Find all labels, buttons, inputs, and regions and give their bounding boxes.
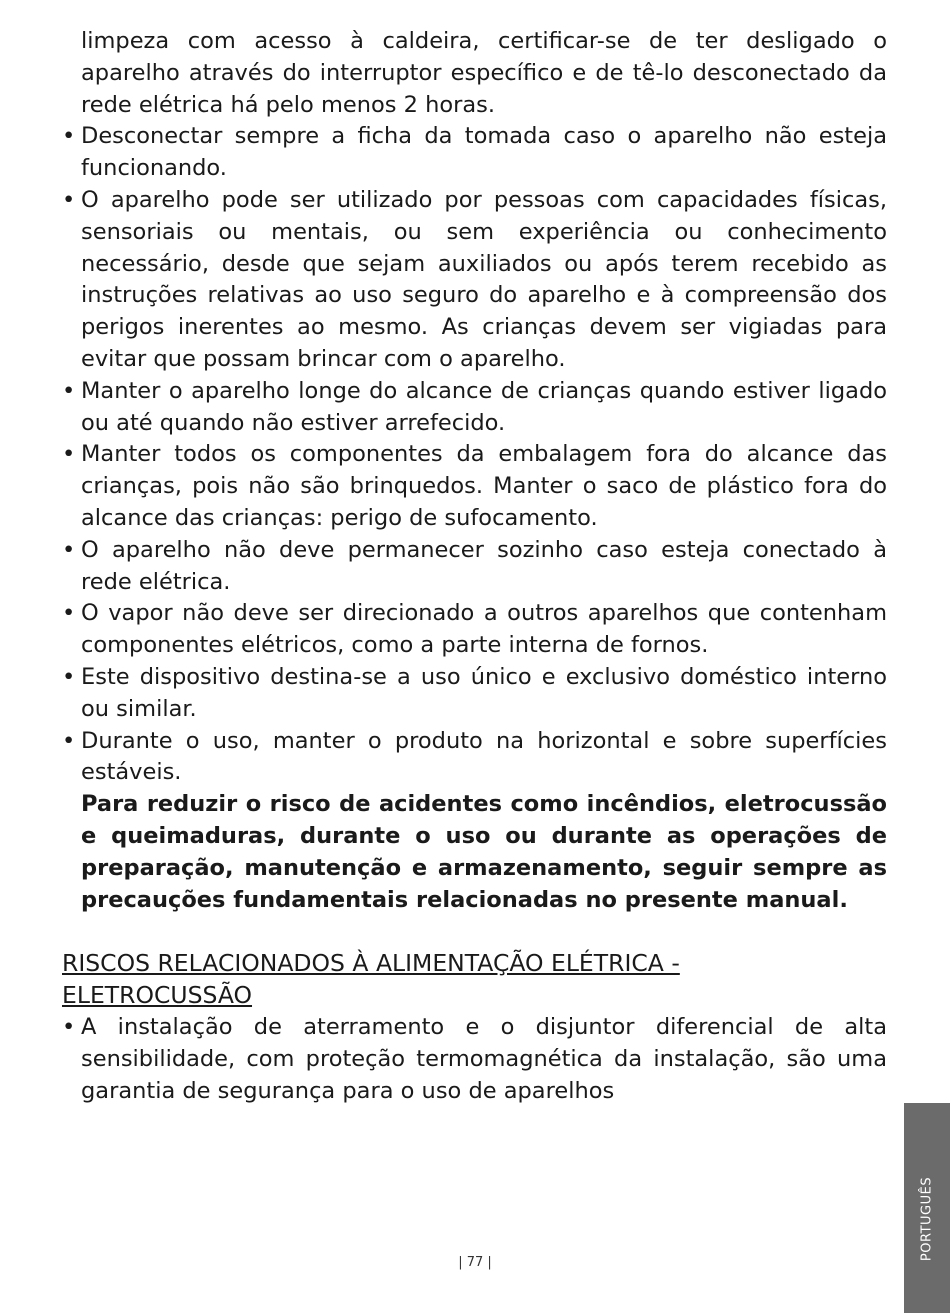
list-item: • O aparelho não deve permanecer sozinho caso esteja conectado à rede elétrica.: [62, 535, 887, 599]
page-number: | 77 |: [458, 1255, 492, 1270]
safety-warning-note: Para reduzir o risco de acidentes como incêndios, eletrocussão e queimaduras, durante o uso ou durante as operações de preparação, manutenção e armazenamento, seguir sempre as precauções fundamentais relacionadas no presente manual.: [81, 791, 887, 913]
spacer: [62, 916, 887, 948]
document-body: [62, 26, 887, 1107]
list-item: • Desconectar sempre a ficha da tomada caso o aparelho não esteja funcionando.: [62, 121, 887, 185]
section-heading: RISCOS RELACIONADOS À ALIMENTAÇÃO ELÉTRICA - ELETROCUSSÃO: [62, 949, 680, 1010]
list-item: • Este dispositivo destina-se a uso único e exclusivo doméstico interno ou similar.: [62, 662, 887, 726]
language-tab: [904, 1103, 950, 1313]
list-item: • Manter todos os componentes da embalagem fora do alcance das crianças, pois não são brinquedos. Manter o saco de plástico fora do alcance das crianças: perigo de sufocamento.: [62, 439, 887, 534]
continuation-paragraph: limpeza com acesso à caldeira, certificar-se de ter desligado o aparelho através do interruptor específico e de tê-lo desconectado da rede elétrica há pelo menos 2 horas.: [81, 28, 887, 118]
list-item: • O aparelho pode ser utilizado por pessoas com capacidades físicas, sensoriais ou mentais, ou sem experiência ou conhecimento necessário, desde que sejam auxiliados ou após terem recebido as instruções relativas ao uso seguro do aparelho e à compreensão dos perigos inerentes ao mesmo. As crianças devem ser vigiadas para evitar que possam brincar com o aparelho.: [62, 185, 887, 376]
list-item: • A instalação de aterramento e o disjuntor diferencial de alta sensibilidade, com proteção termomagnética da instalação, são uma garantia de segurança para o uso de aparelhos: [62, 1012, 887, 1107]
list-item: • O vapor não deve ser direcionado a outros aparelhos que contenham componentes elétricos, como a parte interna de fornos.: [62, 598, 887, 662]
language-tab-label: PORTUGUÊS: [919, 1176, 935, 1261]
list-item: • Durante o uso, manter o produto na horizontal e sobre superfícies estáveis.: [62, 726, 887, 790]
list-item: • Manter o aparelho longe do alcance de crianças quando estiver ligado ou até quando não estiver arrefecido.: [62, 376, 887, 440]
